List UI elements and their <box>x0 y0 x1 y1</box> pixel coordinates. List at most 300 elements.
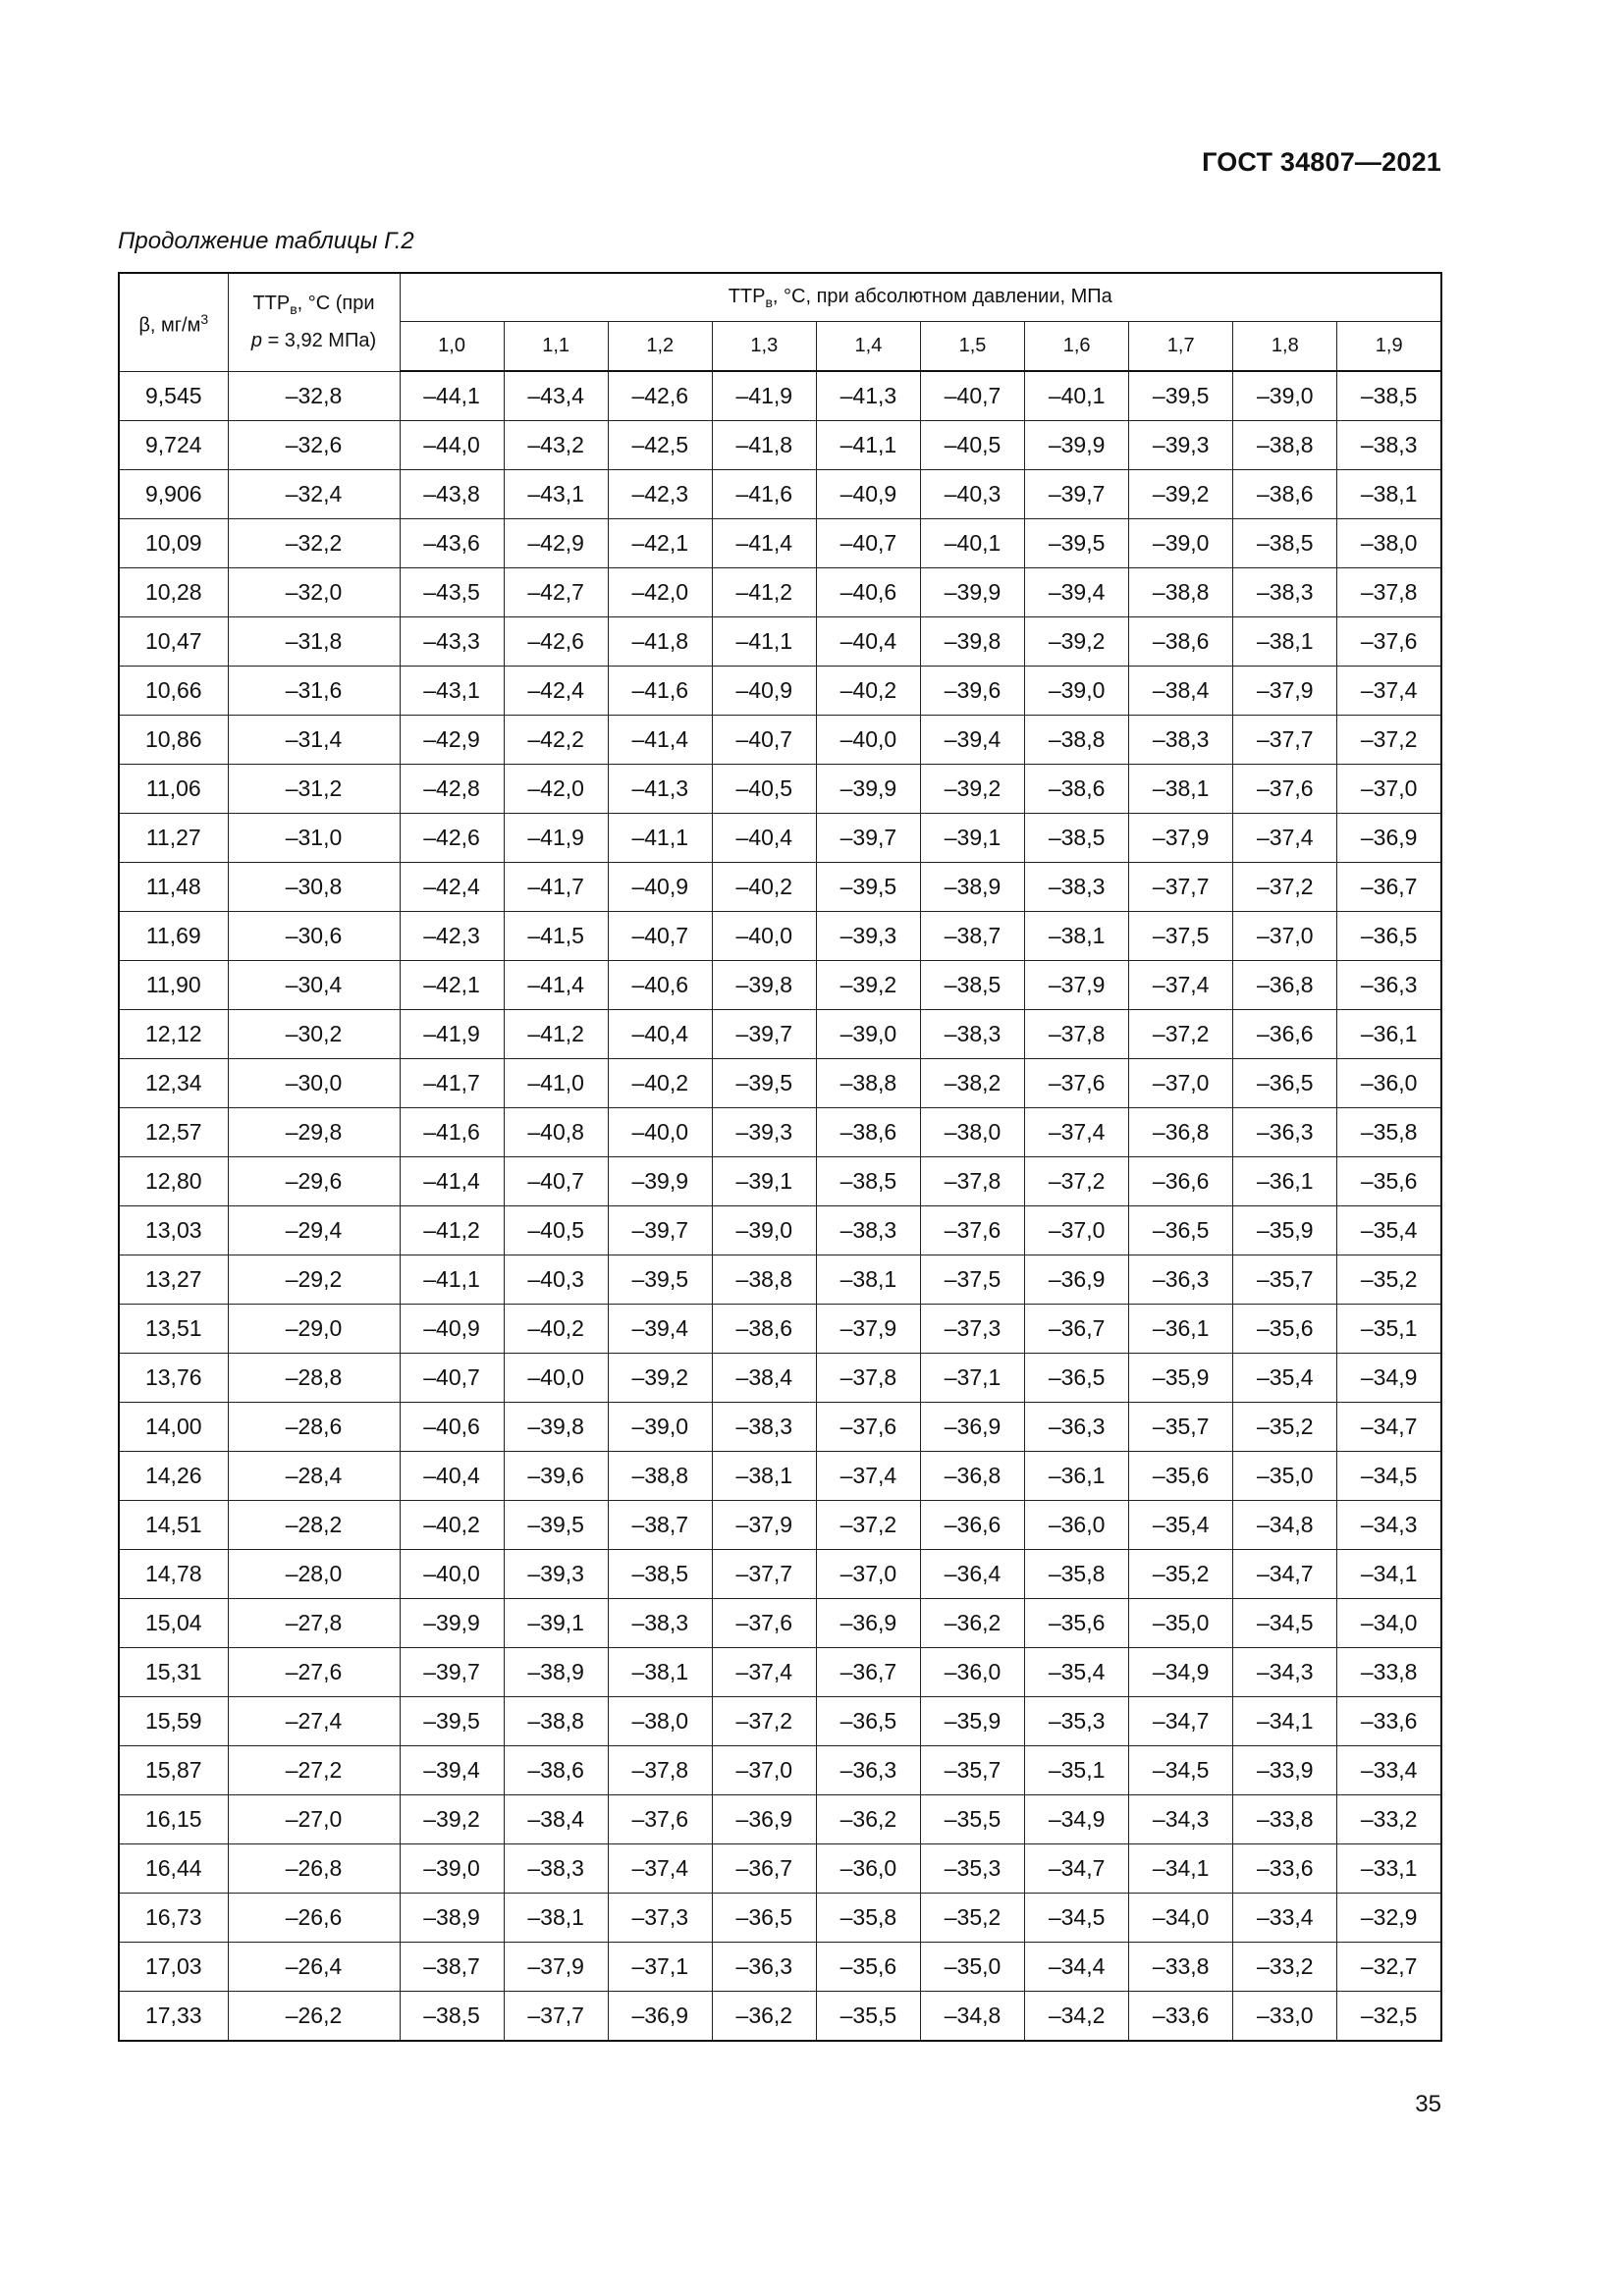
ttp-cell: –40,6 <box>608 961 712 1010</box>
pressure-header-cell: 1,3 <box>712 322 816 372</box>
ttp-cell: –39,5 <box>504 1501 608 1550</box>
ttp-cell: –43,1 <box>400 667 504 716</box>
ttp-cell: –34,0 <box>1129 1894 1233 1943</box>
page-number: 35 <box>1415 2091 1441 2117</box>
ttp-cell: –34,7 <box>1025 1844 1129 1894</box>
ttp-cell: –39,9 <box>400 1599 504 1648</box>
beta-cell: 13,51 <box>119 1305 228 1354</box>
ttp-ref-cell: –29,0 <box>228 1305 400 1354</box>
table-row <box>119 814 1441 863</box>
ttp-cell: –38,6 <box>1129 617 1233 667</box>
ttp-cell: –42,0 <box>608 568 712 617</box>
ttp-ref-cell: –27,8 <box>228 1599 400 1648</box>
ttp-cell: –36,3 <box>816 1746 920 1795</box>
ttp-cell: –39,7 <box>1025 470 1129 519</box>
ttp-cell: –35,5 <box>920 1795 1024 1844</box>
table-row <box>119 371 1441 421</box>
ttp-cell: –40,9 <box>816 470 920 519</box>
ttp-cell: –39,7 <box>712 1010 816 1059</box>
beta-cell: 14,26 <box>119 1452 228 1501</box>
ttp-cell: –40,2 <box>504 1305 608 1354</box>
ttp-cell: –39,2 <box>1025 617 1129 667</box>
ttp-cell: –40,8 <box>504 1108 608 1157</box>
ttp-cell: –35,6 <box>1129 1452 1233 1501</box>
ttp-cell: –36,1 <box>1337 1010 1441 1059</box>
table-row <box>119 1452 1441 1501</box>
ttp-cell: –35,6 <box>1025 1599 1129 1648</box>
ttp-ref-cell: –26,2 <box>228 1992 400 2042</box>
ttp-cell: –36,9 <box>608 1992 712 2042</box>
ttp-ref-cell: –26,6 <box>228 1894 400 1943</box>
ttp-cell: –39,7 <box>400 1648 504 1697</box>
header-ttp-at-392 <box>228 273 400 371</box>
ttp-ref-cell: –30,8 <box>228 863 400 912</box>
ttp-cell: –37,5 <box>1129 912 1233 961</box>
ttp-cell: –36,8 <box>1233 961 1337 1010</box>
ttp-cell: –36,9 <box>816 1599 920 1648</box>
ttp-cell: –35,1 <box>1337 1305 1441 1354</box>
ttp-ref-cell: –32,8 <box>228 371 400 421</box>
ttp-cell: –39,7 <box>816 814 920 863</box>
ttp-cell: –32,5 <box>1337 1992 1441 2042</box>
ttp-cell: –35,7 <box>1233 1255 1337 1305</box>
ttp-cell: –37,2 <box>1025 1157 1129 1206</box>
beta-cell: 12,34 <box>119 1059 228 1108</box>
ttp-cell: –33,2 <box>1337 1795 1441 1844</box>
ttp-cell: –36,6 <box>1129 1157 1233 1206</box>
ttp-cell: –43,8 <box>400 470 504 519</box>
ttp-cell: –33,4 <box>1337 1746 1441 1795</box>
table-row <box>119 1844 1441 1894</box>
ttp-cell: –37,2 <box>816 1501 920 1550</box>
ttp-cell: –37,6 <box>1337 617 1441 667</box>
ttp-cell: –38,1 <box>1129 765 1233 814</box>
ttp-ref-cell: –28,6 <box>228 1403 400 1452</box>
ttp-cell: –36,3 <box>1233 1108 1337 1157</box>
ttp-cell: –38,6 <box>1025 765 1129 814</box>
ttp-cell: –40,7 <box>400 1354 504 1403</box>
ttp-cell: –42,2 <box>504 716 608 765</box>
ttp-cell: –36,3 <box>712 1943 816 1992</box>
ttp-cell: –40,7 <box>608 912 712 961</box>
ttp-cell: –42,6 <box>608 371 712 421</box>
ttp-cell: –41,1 <box>712 617 816 667</box>
ttp-cell: –36,9 <box>1025 1255 1129 1305</box>
table-row <box>119 519 1441 568</box>
beta-cell: 14,51 <box>119 1501 228 1550</box>
table-row <box>119 912 1441 961</box>
table-row <box>119 863 1441 912</box>
beta-cell: 16,73 <box>119 1894 228 1943</box>
ttp-cell: –35,8 <box>816 1894 920 1943</box>
ttp-cell: –39,5 <box>400 1697 504 1746</box>
ttp-cell: –34,2 <box>1025 1992 1129 2042</box>
ttp-cell: –37,9 <box>1025 961 1129 1010</box>
ttp-cell: –37,8 <box>1337 568 1441 617</box>
table-row <box>119 667 1441 716</box>
ttp-cell: –35,9 <box>1233 1206 1337 1255</box>
ttp-ref-cell: –32,4 <box>228 470 400 519</box>
ttp-cell: –40,3 <box>920 470 1024 519</box>
ttp-cell: –38,5 <box>920 961 1024 1010</box>
beta-cell: 13,76 <box>119 1354 228 1403</box>
ttp-cell: –36,3 <box>1337 961 1441 1010</box>
ttp-cell: –37,4 <box>1129 961 1233 1010</box>
ttp-cell: –37,6 <box>712 1599 816 1648</box>
ttp-cell: –35,9 <box>920 1697 1024 1746</box>
ttp-cell: –42,6 <box>400 814 504 863</box>
ttp-cell: –38,8 <box>504 1697 608 1746</box>
ttp-cell: –38,1 <box>1233 617 1337 667</box>
ttp-ref-cell: –32,0 <box>228 568 400 617</box>
ttp-cell: –37,9 <box>1129 814 1233 863</box>
ttp-cell: –37,0 <box>712 1746 816 1795</box>
ttp-cell: –36,5 <box>1233 1059 1337 1108</box>
ttp-cell: –37,9 <box>504 1943 608 1992</box>
beta-cell: 16,44 <box>119 1844 228 1894</box>
ttp-cell: –35,6 <box>1337 1157 1441 1206</box>
ttp-cell: –37,7 <box>504 1992 608 2042</box>
ttp-cell: –37,4 <box>712 1648 816 1697</box>
ttp-cell: –37,6 <box>608 1795 712 1844</box>
ttp-cell: –38,6 <box>712 1305 816 1354</box>
ttp-cell: –35,4 <box>1129 1501 1233 1550</box>
ttp-cell: –35,0 <box>1233 1452 1337 1501</box>
ttp-cell: –38,3 <box>816 1206 920 1255</box>
ttp-cell: –39,4 <box>920 716 1024 765</box>
ttp-cell: –39,1 <box>504 1599 608 1648</box>
ttp-ref-cell: –28,8 <box>228 1354 400 1403</box>
ttp-cell: –37,8 <box>1025 1010 1129 1059</box>
ttp-cell: –38,3 <box>1337 421 1441 470</box>
ttp-cell: –40,2 <box>400 1501 504 1550</box>
ttp-cell: –34,9 <box>1337 1354 1441 1403</box>
ttp-cell: –34,1 <box>1337 1550 1441 1599</box>
ttp-cell: –39,6 <box>920 667 1024 716</box>
ttp-cell: –38,4 <box>504 1795 608 1844</box>
beta-cell: 9,545 <box>119 371 228 421</box>
ttp-cell: –36,7 <box>816 1648 920 1697</box>
ttp-cell: –34,8 <box>920 1992 1024 2042</box>
ttp-cell: –40,9 <box>608 863 712 912</box>
table-row <box>119 1894 1441 1943</box>
ttp-cell: –35,9 <box>1129 1354 1233 1403</box>
ttp-cell: –36,0 <box>920 1648 1024 1697</box>
table-row <box>119 421 1441 470</box>
ttp-cell: –38,3 <box>712 1403 816 1452</box>
ttp-cell: –36,1 <box>1233 1157 1337 1206</box>
table-row <box>119 1255 1441 1305</box>
ttp-cell: –34,7 <box>1233 1550 1337 1599</box>
beta-cell: 10,47 <box>119 617 228 667</box>
ttp-cell: –38,8 <box>1025 716 1129 765</box>
ttp-cell: –35,3 <box>920 1844 1024 1894</box>
ttp-cell: –40,7 <box>816 519 920 568</box>
ttp-cell: –41,6 <box>712 470 816 519</box>
ttp-cell: –35,6 <box>1233 1305 1337 1354</box>
ttp-cell: –33,8 <box>1337 1648 1441 1697</box>
ttp-cell: –39,5 <box>1129 371 1233 421</box>
ttp-cell: –42,0 <box>504 765 608 814</box>
ttp-ref-cell: –30,4 <box>228 961 400 1010</box>
ttp-cell: –36,8 <box>920 1452 1024 1501</box>
ttp-cell: –42,1 <box>400 961 504 1010</box>
ttp-cell: –40,7 <box>712 716 816 765</box>
ttp-cell: –34,8 <box>1233 1501 1337 1550</box>
ttp-cell: –37,8 <box>816 1354 920 1403</box>
ttp-cell: –42,4 <box>400 863 504 912</box>
ttp-cell: –37,7 <box>1233 716 1337 765</box>
data-table <box>118 272 1442 2042</box>
ttp-ref-cell: –31,0 <box>228 814 400 863</box>
ttp-cell: –34,9 <box>1025 1795 1129 1844</box>
pressure-header-cell: 1,2 <box>608 322 712 372</box>
ttp-cell: –39,8 <box>504 1403 608 1452</box>
ttp-cell: –39,9 <box>1025 421 1129 470</box>
ttp-cell: –39,1 <box>712 1157 816 1206</box>
ttp-cell: –41,2 <box>400 1206 504 1255</box>
ttp-cell: –39,0 <box>608 1403 712 1452</box>
ttp-cell: –40,4 <box>816 617 920 667</box>
ttp-cell: –34,7 <box>1337 1403 1441 1452</box>
ttp-cell: –32,9 <box>1337 1894 1441 1943</box>
ttp-cell: –39,0 <box>400 1844 504 1894</box>
ttp-cell: –39,7 <box>608 1206 712 1255</box>
ttp-cell: –33,0 <box>1233 1992 1337 2042</box>
table-row <box>119 1354 1441 1403</box>
pressure-header-cell: 1,6 <box>1025 322 1129 372</box>
ttp-sub: в <box>290 301 298 318</box>
ttp-cell: –36,0 <box>816 1844 920 1894</box>
ttp-cell: –44,1 <box>400 371 504 421</box>
ttp-cell: –35,4 <box>1025 1648 1129 1697</box>
ttp-cell: –36,6 <box>920 1501 1024 1550</box>
beta-cell: 11,06 <box>119 765 228 814</box>
ttp-cell: –35,4 <box>1337 1206 1441 1255</box>
ttp-cell: –34,3 <box>1337 1501 1441 1550</box>
ttp-cell: –37,2 <box>1337 716 1441 765</box>
ttp-cell: –40,6 <box>400 1403 504 1452</box>
ttp-cell: –36,7 <box>712 1844 816 1894</box>
beta-cell: 17,33 <box>119 1992 228 2042</box>
ttp-cell: –38,8 <box>608 1452 712 1501</box>
ttp-cell: –39,2 <box>608 1354 712 1403</box>
ttp-cell: –36,4 <box>920 1550 1024 1599</box>
ttp-ref-cell: –29,6 <box>228 1157 400 1206</box>
ttp-cell: –36,8 <box>1129 1108 1233 1157</box>
beta-cell: 10,66 <box>119 667 228 716</box>
ttp-cell: –38,4 <box>1129 667 1233 716</box>
beta-cell: 15,59 <box>119 1697 228 1746</box>
ttp-cell: –38,8 <box>816 1059 920 1108</box>
table-row <box>119 1697 1441 1746</box>
ttp-cell: –41,9 <box>504 814 608 863</box>
ttp-cell: –38,1 <box>712 1452 816 1501</box>
ttp-cell: –42,9 <box>400 716 504 765</box>
ttp-cell: –38,3 <box>1233 568 1337 617</box>
ttp-cell: –38,1 <box>816 1255 920 1305</box>
ttp-cell: –41,9 <box>712 371 816 421</box>
ttp-cell: –41,6 <box>400 1108 504 1157</box>
beta-cell: 9,906 <box>119 470 228 519</box>
beta-cell: 10,28 <box>119 568 228 617</box>
ttp-cell: –33,6 <box>1233 1844 1337 1894</box>
ttp-cell: –39,2 <box>816 961 920 1010</box>
ttp-cell: –41,4 <box>504 961 608 1010</box>
ttp-cell: –42,8 <box>400 765 504 814</box>
ttp-cell: –34,3 <box>1129 1795 1233 1844</box>
beta-cell: 15,87 <box>119 1746 228 1795</box>
ttp-cell: –37,0 <box>1025 1206 1129 1255</box>
ttp-cell: –38,5 <box>400 1992 504 2042</box>
ttp-cell: –37,0 <box>1337 765 1441 814</box>
ttp-cell: –38,4 <box>712 1354 816 1403</box>
ttp-ref-cell: –28,0 <box>228 1550 400 1599</box>
ttp-cell: –33,6 <box>1337 1697 1441 1746</box>
ttp-cell: –38,6 <box>816 1108 920 1157</box>
ttp-cell: –39,2 <box>920 765 1024 814</box>
ttp-cell: –39,0 <box>1025 667 1129 716</box>
ttp-cell: –41,1 <box>816 421 920 470</box>
ttp-cell: –38,3 <box>1129 716 1233 765</box>
ttp-cell: –37,4 <box>1337 667 1441 716</box>
ttp-rest: , °С (при <box>297 293 375 315</box>
pressure-header-cell: 1,9 <box>1337 322 1441 372</box>
table-row <box>119 1795 1441 1844</box>
ttp-cell: –40,0 <box>608 1108 712 1157</box>
ttp-cell: –32,7 <box>1337 1943 1441 1992</box>
ttp-cell: –35,4 <box>1233 1354 1337 1403</box>
ttp-cell: –40,5 <box>920 421 1024 470</box>
ttp-cell: –34,0 <box>1337 1599 1441 1648</box>
ttp-cell: –39,3 <box>712 1108 816 1157</box>
table-row <box>119 1599 1441 1648</box>
ttp-cell: –34,5 <box>1337 1452 1441 1501</box>
ttp-cell: –39,1 <box>920 814 1024 863</box>
ttp-ref-cell: –28,4 <box>228 1452 400 1501</box>
table-row <box>119 568 1441 617</box>
ttp-cell: –39,2 <box>1129 470 1233 519</box>
ttp-cell: –39,5 <box>1025 519 1129 568</box>
ttp-cell: –42,3 <box>608 470 712 519</box>
ttp-cell: –38,8 <box>1129 568 1233 617</box>
table-row <box>119 1992 1441 2042</box>
ttp-cell: –38,5 <box>608 1550 712 1599</box>
ttp-cell: –39,0 <box>1233 371 1337 421</box>
ttp-cell: –37,5 <box>920 1255 1024 1305</box>
ttp-cell: –37,4 <box>1233 814 1337 863</box>
beta-cell: 15,31 <box>119 1648 228 1697</box>
ttp-cell: –41,6 <box>608 667 712 716</box>
ttp-cell: –38,5 <box>1233 519 1337 568</box>
table-row <box>119 470 1441 519</box>
ttp-cell: –41,4 <box>608 716 712 765</box>
ttp-ref-cell: –26,4 <box>228 1943 400 1992</box>
ttp-cell: –41,1 <box>400 1255 504 1305</box>
ttp-cell: –35,2 <box>1337 1255 1441 1305</box>
ttp-cell: –36,9 <box>712 1795 816 1844</box>
ttp-cell: –37,6 <box>1025 1059 1129 1108</box>
ttp-cell: –36,1 <box>1025 1452 1129 1501</box>
ttp-cell: –41,2 <box>712 568 816 617</box>
ttp-cell: –38,0 <box>920 1108 1024 1157</box>
ttp-cell: –34,9 <box>1129 1648 1233 1697</box>
ttp-ref-cell: –30,6 <box>228 912 400 961</box>
ttp-cell: –40,7 <box>504 1157 608 1206</box>
ttp-cell: –42,9 <box>504 519 608 568</box>
beta-cell: 10,09 <box>119 519 228 568</box>
ttp-cell: –38,9 <box>504 1648 608 1697</box>
ttp-cell: –34,5 <box>1025 1894 1129 1943</box>
ttp-cell: –33,6 <box>1129 1992 1233 2042</box>
table-row <box>119 1746 1441 1795</box>
ttp-ref-cell: –30,2 <box>228 1010 400 1059</box>
ttp-cell: –35,0 <box>920 1943 1024 1992</box>
ttp-cell: –35,2 <box>1233 1403 1337 1452</box>
ttp-cell: –37,0 <box>816 1550 920 1599</box>
ttp-cell: –36,5 <box>712 1894 816 1943</box>
table-row <box>119 1943 1441 1992</box>
ttp-cell: –37,3 <box>920 1305 1024 1354</box>
standard-code: ГОСТ 34807—2021 <box>1202 147 1441 177</box>
ttp-cell: –39,5 <box>816 863 920 912</box>
ttp-cell: –36,3 <box>1129 1255 1233 1305</box>
header-beta <box>119 273 228 371</box>
ttp-cell: –41,2 <box>504 1010 608 1059</box>
pressure-header-cell: 1,1 <box>504 322 608 372</box>
ttp-cell: –40,0 <box>816 716 920 765</box>
ttp-cell: –34,7 <box>1129 1697 1233 1746</box>
ttp-cell: –37,7 <box>712 1550 816 1599</box>
ttp-cell: –36,2 <box>920 1599 1024 1648</box>
ttp-cell: –41,8 <box>608 617 712 667</box>
ttp-cell: –35,7 <box>920 1746 1024 1795</box>
ttp-cell: –43,5 <box>400 568 504 617</box>
ttp-cell: –36,5 <box>816 1697 920 1746</box>
ttp-pressure: = 3,92 МПа) <box>262 330 377 352</box>
ttp-cell: –44,0 <box>400 421 504 470</box>
table-row <box>119 961 1441 1010</box>
ttp-cell: –39,4 <box>400 1746 504 1795</box>
ttp-ref-cell: –27,6 <box>228 1648 400 1697</box>
ttp-cell: –37,4 <box>1025 1108 1129 1157</box>
table-row <box>119 1010 1441 1059</box>
beta-cell: 12,80 <box>119 1157 228 1206</box>
ttp-cell: –38,0 <box>608 1697 712 1746</box>
ttp-cell: –38,7 <box>920 912 1024 961</box>
ttp-ref-cell: –30,0 <box>228 1059 400 1108</box>
ttp-cell: –41,4 <box>400 1157 504 1206</box>
ttp-cell: –35,2 <box>920 1894 1024 1943</box>
ttp-cell: –37,9 <box>816 1305 920 1354</box>
ttp-cell: –38,6 <box>1233 470 1337 519</box>
table-row <box>119 1501 1441 1550</box>
table-body <box>119 371 1441 2041</box>
table-row <box>119 765 1441 814</box>
ttp-cell: –33,4 <box>1233 1894 1337 1943</box>
ttp-cell: –35,5 <box>816 1992 920 2042</box>
ttp-cell: –43,1 <box>504 470 608 519</box>
ttp-cell: –40,1 <box>1025 371 1129 421</box>
ttp-cell: –43,4 <box>504 371 608 421</box>
table-row <box>119 1550 1441 1599</box>
ttp-cell: –38,1 <box>1025 912 1129 961</box>
ttp-cell: –37,4 <box>608 1844 712 1894</box>
ttp-cell: –37,9 <box>712 1501 816 1550</box>
ttp-cell: –37,4 <box>816 1452 920 1501</box>
beta-cell: 11,69 <box>119 912 228 961</box>
ttp-cell: –41,4 <box>712 519 816 568</box>
